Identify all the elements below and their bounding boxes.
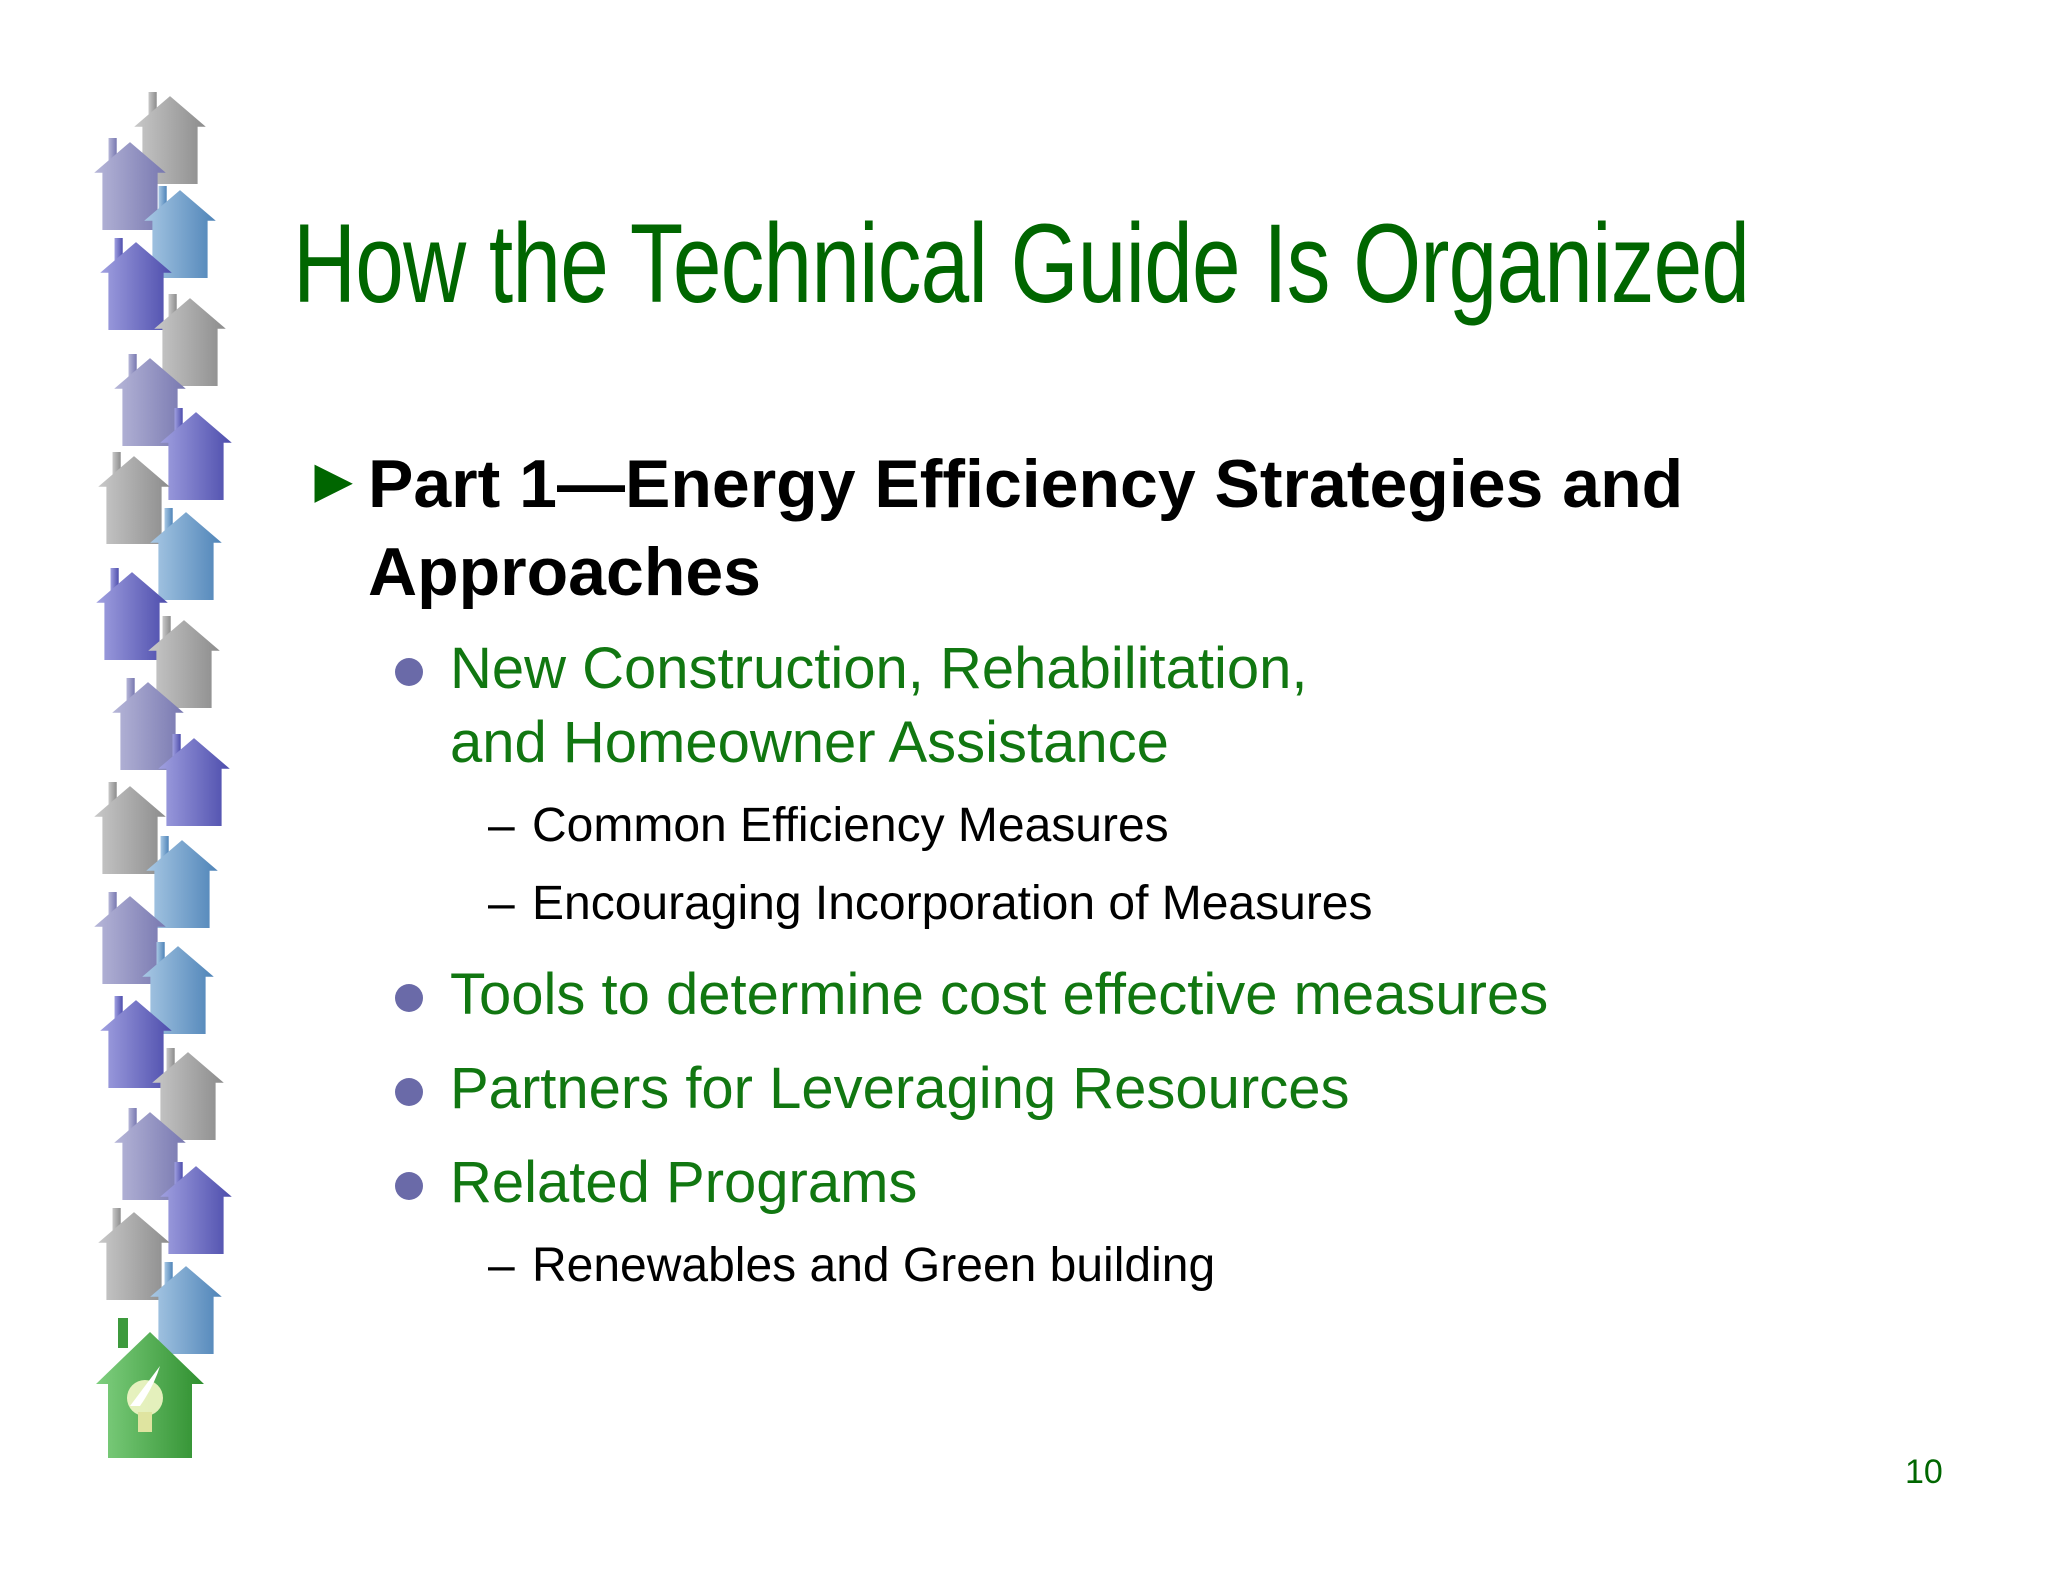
bullet-dot-icon: [395, 1172, 423, 1200]
triangle-bullet-icon: ►: [302, 444, 366, 516]
bullet-dot-icon: [395, 1078, 423, 1106]
page-number: 10: [1905, 1453, 1943, 1491]
dash-marker: –: [488, 1239, 515, 1292]
bullet-dot-icon: [395, 984, 423, 1012]
sub-item: [488, 1236, 1215, 1296]
house-icon: [94, 782, 166, 874]
sub-item-text: Renewables and Green building: [532, 1239, 1216, 1292]
sub-item: [488, 796, 1169, 856]
bullet-text: Partners for Leveraging Resources: [450, 1056, 1350, 1121]
bullet-text: Tools to determine cost effective measures: [450, 962, 1549, 1027]
bullet-line: New Construction, Rehabilitation,: [450, 636, 1308, 701]
level1-heading: Part 1—Energy Efficiency Strategies and Approaches: [368, 446, 1684, 610]
dash-marker: –: [488, 799, 515, 852]
bullet-text: Related Programs: [450, 1150, 918, 1215]
bullet-line: and Homeowner Assistance: [450, 710, 1169, 775]
sub-item: [488, 874, 1373, 934]
dash-marker: –: [488, 877, 515, 930]
house-icon: [98, 1208, 170, 1300]
house-icon: [98, 452, 170, 544]
bullet-dot-icon: [395, 658, 423, 686]
slide-title: How the Technical Guide Is Organized: [293, 201, 1750, 326]
sub-item-text: Common Efficiency Measures: [532, 799, 1169, 852]
sub-item-text: Encouraging Incorporation of Measures: [532, 877, 1373, 930]
house-column-decoration: [0, 0, 260, 1582]
bullet-text: [450, 632, 1308, 780]
